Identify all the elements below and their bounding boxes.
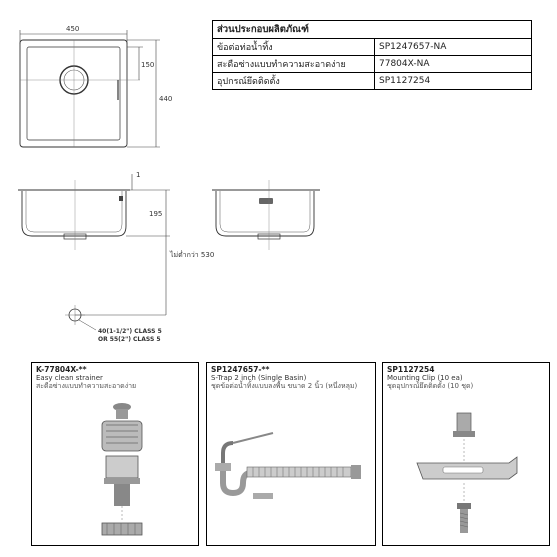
drain-offset-dimension: 150 xyxy=(141,61,155,69)
product-name-th: ชุดอุปกรณ์ยึดติดตั้ง (10 ชุด) xyxy=(387,382,474,390)
width-dimension: 450 xyxy=(66,25,80,33)
lip-dimension: 1 xyxy=(136,171,141,179)
product-card-s-trap xyxy=(206,362,376,546)
table-row xyxy=(213,56,532,73)
part-name: อุปกรณ์ยึดติดตั้ง xyxy=(213,73,375,90)
outlet-spec-line1: 40(1-1/2") CLASS 5 xyxy=(98,328,162,335)
s-trap-icon xyxy=(213,423,373,513)
product-code: K-77804X-** xyxy=(36,365,87,374)
part-name: ข้อต่อท่อน้ำทิ้ง xyxy=(213,39,375,56)
table-row xyxy=(213,39,532,56)
part-code: 77804X-NA xyxy=(375,56,532,73)
product-code: SP1247657-** xyxy=(211,365,270,374)
part-code: SP1247657-NA xyxy=(375,39,532,56)
part-name: สะดือซ่างแบบทำความสะอาดง่าย xyxy=(213,56,375,73)
parts-table xyxy=(212,20,532,90)
product-name-th: ชุดข้อต่อน้ำทิ้งแบบลงพื้น ขนาด 2 นิ้ว (หนึ่งหลุม) xyxy=(211,382,358,390)
height-dimension: 195 xyxy=(149,210,163,218)
parts-table-header: ส่วนประกอบผลิตภัณฑ์ xyxy=(213,21,532,39)
product-name-en: Mounting Clip (10 ea) xyxy=(387,374,463,382)
outlet-spec-line2: OR 55(2") CLASS 5 xyxy=(98,336,161,343)
sink-side-view xyxy=(0,160,340,350)
table-row xyxy=(213,73,532,90)
product-card-strainer xyxy=(31,362,199,546)
depth-dimension: 440 xyxy=(159,95,173,103)
product-card-mounting-clip xyxy=(382,362,550,546)
product-name-th: สะดือซ่างแบบทำความสะอาดง่าย xyxy=(36,382,137,390)
part-code: SP1127254 xyxy=(375,73,532,90)
sink-top-view xyxy=(0,0,210,160)
product-name-en: Easy clean strainer xyxy=(36,374,103,382)
product-name-en: S-Trap 2 inch (Single Basin) xyxy=(211,374,307,382)
min-height-label: ไม่ต่ำกว่า 530 xyxy=(170,251,215,259)
strainer-icon xyxy=(92,401,152,541)
product-code: SP1127254 xyxy=(387,365,435,374)
mounting-clip-icon xyxy=(413,403,523,543)
